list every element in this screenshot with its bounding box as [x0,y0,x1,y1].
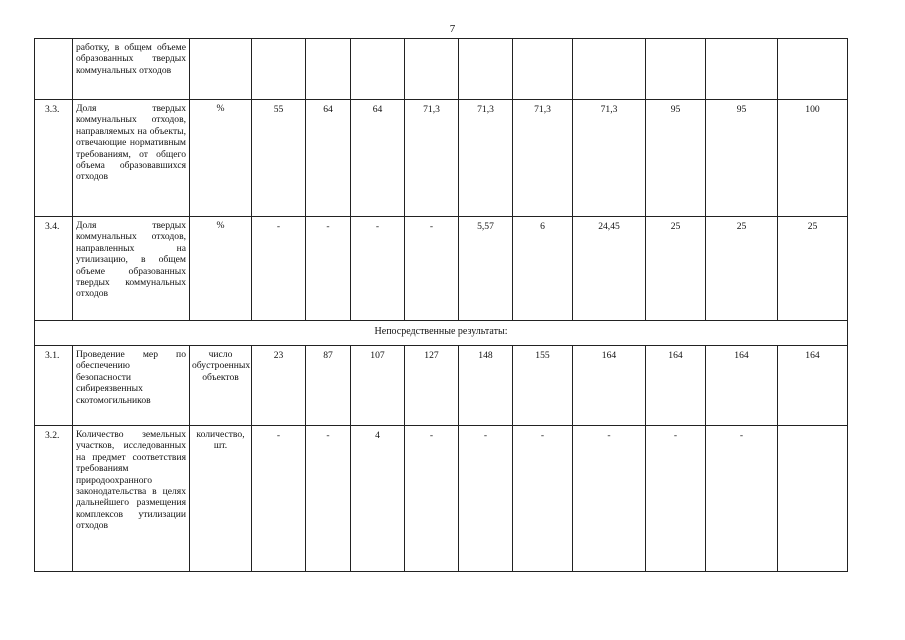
value-cell: - [351,217,405,321]
table-row [35,426,848,572]
value-cell [706,39,778,100]
indicator-name: Количество земельных участков, исследованных на предмет соответствия требованиям природоохранного законодательства в целях дальнейшего размещения комплексов утилизации отходов [73,426,190,572]
value-cell: - [459,426,513,572]
unit-cell: % [190,100,252,217]
indicator-name: Проведение мер по обеспечению безопасности сибиреязвенных скотомогильников [73,346,190,426]
table-row [35,217,848,321]
row-index: 3.3. [35,100,73,217]
unit-cell: количество, шт. [190,426,252,572]
section-title: Непосредственные результаты: [35,321,848,346]
value-cell [778,426,848,572]
value-cell: - [405,217,459,321]
row-index [35,39,73,100]
value-cell [351,39,405,100]
unit-cell: число обустроенных объектов [190,346,252,426]
value-cell: 25 [646,217,706,321]
indicator-name: Доля твердых коммунальных отходов, направленных на утилизацию, в общем объеме образованных твердых коммунальных отходов [73,217,190,321]
value-cell [573,39,646,100]
table-row [35,346,848,426]
unit-cell [190,39,252,100]
value-cell [306,39,351,100]
value-cell [459,39,513,100]
value-cell: 64 [306,100,351,217]
value-cell: 25 [706,217,778,321]
value-cell: 127 [405,346,459,426]
value-cell: 4 [351,426,405,572]
value-cell: 71,3 [405,100,459,217]
value-cell: 25 [778,217,848,321]
value-cell: 64 [351,100,405,217]
value-cell: - [306,217,351,321]
value-cell: - [646,426,706,572]
value-cell: 148 [459,346,513,426]
value-cell: 23 [252,346,306,426]
page-number: 7 [449,23,456,35]
value-cell [513,39,573,100]
value-cell: 100 [778,100,848,217]
row-index: 3.2. [35,426,73,572]
value-cell: 87 [306,346,351,426]
value-cell: 164 [706,346,778,426]
value-cell: - [573,426,646,572]
row-index: 3.4. [35,217,73,321]
value-cell: - [306,426,351,572]
table-row [35,39,848,100]
value-cell: 164 [646,346,706,426]
value-cell [778,39,848,100]
indicator-name: работку, в общем объеме образованных твердых коммунальных отходов [73,39,190,100]
table-row [35,100,848,217]
indicators-table [34,38,848,572]
value-cell: 95 [646,100,706,217]
value-cell: 6 [513,217,573,321]
unit-cell: % [190,217,252,321]
value-cell: 71,3 [459,100,513,217]
value-cell [252,39,306,100]
value-cell: - [706,426,778,572]
value-cell: - [252,217,306,321]
value-cell: 95 [706,100,778,217]
value-cell: 55 [252,100,306,217]
row-index: 3.1. [35,346,73,426]
indicator-name: Доля твердых коммунальных отходов, направляемых на объекты, отвечающие нормативным требованиям, от общего объема образовавшихся отходов [73,100,190,217]
value-cell [646,39,706,100]
value-cell: 71,3 [513,100,573,217]
value-cell: 164 [778,346,848,426]
value-cell: 164 [573,346,646,426]
value-cell: 107 [351,346,405,426]
value-cell: - [252,426,306,572]
value-cell: 155 [513,346,573,426]
value-cell: 71,3 [573,100,646,217]
value-cell [405,39,459,100]
value-cell: 24,45 [573,217,646,321]
value-cell: - [405,426,459,572]
section-row [35,321,848,346]
value-cell: - [513,426,573,572]
value-cell: 5,57 [459,217,513,321]
